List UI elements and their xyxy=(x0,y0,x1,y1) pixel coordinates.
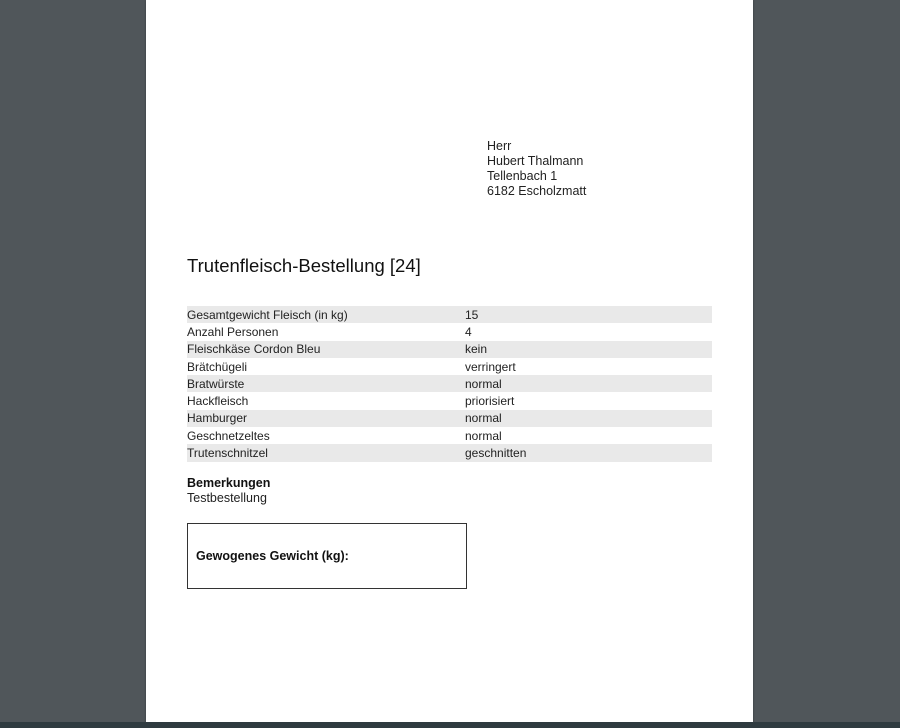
detail-value: normal xyxy=(465,410,712,427)
address-salutation: Herr xyxy=(487,139,512,153)
table-row xyxy=(187,392,712,409)
table-row xyxy=(187,341,712,358)
table-row xyxy=(187,410,712,427)
remarks-heading: Bemerkungen xyxy=(187,476,271,490)
detail-label: Brätchügeli xyxy=(187,359,248,374)
order-details-table xyxy=(187,306,712,462)
detail-value: normal xyxy=(465,375,712,392)
document-page xyxy=(146,0,753,722)
weighed-weight-box xyxy=(187,523,467,589)
detail-value: verringert xyxy=(465,359,516,374)
address-city: 6182 Escholzmatt xyxy=(487,184,587,198)
table-row xyxy=(187,306,712,323)
address-name: Hubert Thalmann xyxy=(487,154,584,168)
table-row xyxy=(187,444,712,461)
remarks-text: Testbestellung xyxy=(187,491,267,505)
table-row xyxy=(187,358,712,375)
detail-label: Hackfleisch xyxy=(187,394,249,409)
address-street: Tellenbach 1 xyxy=(487,169,558,183)
detail-label: Hamburger xyxy=(187,410,465,427)
detail-label: Anzahl Personen xyxy=(187,324,279,339)
detail-label: Bratwürste xyxy=(187,375,465,392)
table-row xyxy=(187,427,712,444)
table-row xyxy=(187,375,712,392)
detail-value: geschnitten xyxy=(465,444,712,461)
detail-value: 15 xyxy=(465,306,712,323)
detail-label: Trutenschnitzel xyxy=(187,444,465,461)
detail-value: kein xyxy=(465,341,712,358)
detail-value: priorisiert xyxy=(465,394,515,409)
recipient-address xyxy=(487,139,586,199)
page-title: Trutenfleisch-Bestellung [24] xyxy=(187,255,421,276)
table-row xyxy=(187,323,712,340)
detail-value: 4 xyxy=(465,324,472,339)
detail-value: normal xyxy=(465,428,502,443)
detail-label: Fleischkäse Cordon Bleu xyxy=(187,341,465,358)
detail-label: Geschnetzeltes xyxy=(187,428,270,443)
viewer-bottom-bar xyxy=(0,722,900,728)
weighed-weight-label: Gewogenes Gewicht (kg): xyxy=(196,549,349,563)
detail-label: Gesamtgewicht Fleisch (in kg) xyxy=(187,306,465,323)
